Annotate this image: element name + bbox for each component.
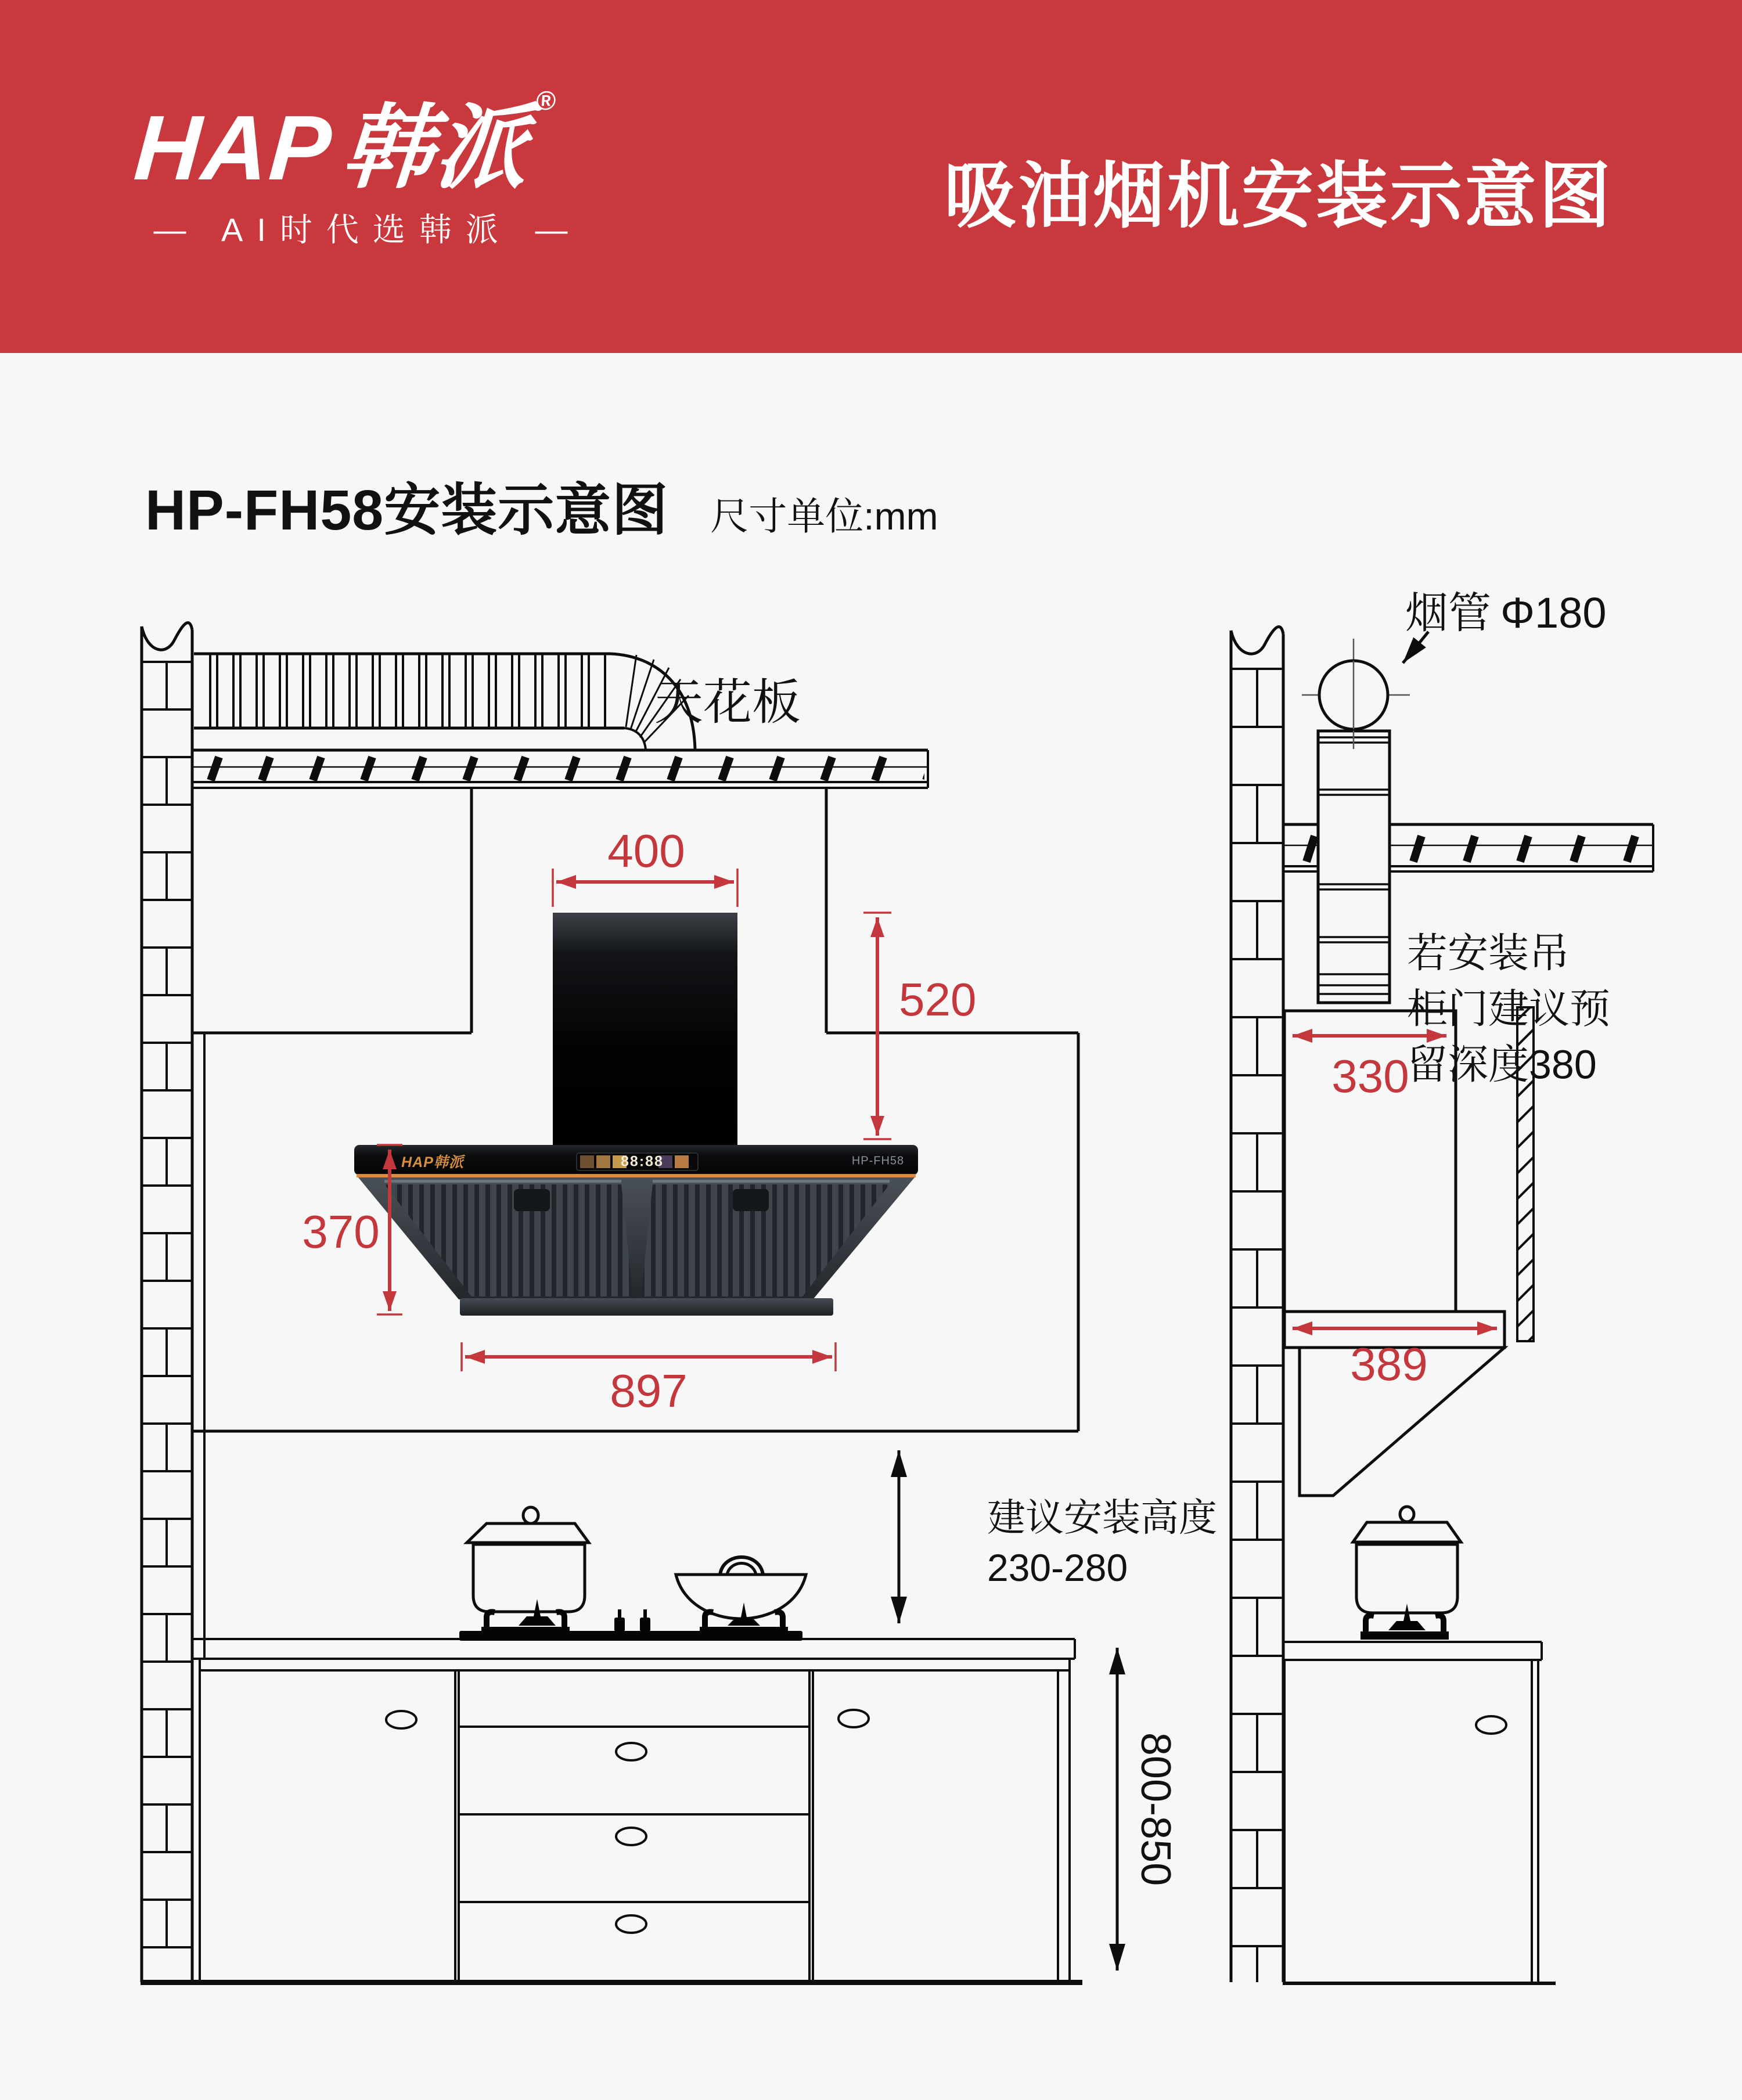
cabinet-note-line1: 若安装吊 — [1407, 930, 1570, 976]
side-duct — [1318, 731, 1390, 1003]
range-hood — [354, 913, 918, 1316]
dim-body-depth: 389 — [1350, 1338, 1428, 1390]
front-flex-duct — [194, 654, 695, 750]
model-title: HP-FH58安装示意图 — [145, 478, 669, 542]
hood-display-time: 88:88 — [621, 1153, 664, 1170]
page-title: 吸油烟机安装示意图 — [944, 156, 1613, 236]
brand-logo-latin: HAP — [131, 97, 336, 199]
side-pot — [1353, 1507, 1461, 1640]
dim-counter-height: 800-850 — [1132, 1732, 1179, 1886]
brand-logo-chinese: 韩派 — [339, 97, 532, 199]
front-brick-wall — [142, 623, 192, 1982]
front-cabinet — [141, 1639, 1082, 1985]
front-ceiling-band — [192, 750, 928, 788]
cabinet-note-line2: 柜门建议预 — [1407, 986, 1610, 1032]
hood-logo-text: HAP韩派 — [401, 1154, 464, 1170]
dim-hood-width: 897 — [610, 1365, 688, 1417]
unit-note: 尺寸单位:mm — [710, 495, 938, 538]
dim-hood-height: 370 — [302, 1206, 380, 1258]
side-brick-wall — [1231, 627, 1283, 1982]
install-height-label: 建议安装高度 — [987, 1496, 1217, 1539]
dim-top-depth: 330 — [1331, 1050, 1409, 1102]
side-cabinet — [1283, 1642, 1556, 1983]
pipe-diameter: Φ180 — [1500, 589, 1607, 637]
dim-duct-width: 400 — [607, 825, 685, 877]
hood-model-text: HP-FH58 — [851, 1154, 905, 1168]
registered-mark: ® — [535, 85, 559, 116]
dim-chimney-height: 520 — [899, 974, 977, 1025]
install-height-value: 230-280 — [987, 1546, 1128, 1589]
front-cooktop — [459, 1507, 806, 1641]
brand-header — [0, 0, 1742, 353]
section-heading — [145, 464, 938, 546]
brand-tagline: — AI时代选韩派 — — [153, 211, 582, 248]
pipe-label: 烟管 Φ180 — [1405, 589, 1607, 637]
ceiling-label: 天花板 — [654, 675, 801, 730]
brand-logo — [131, 74, 559, 206]
cabinet-note-line3: 留深度380 — [1407, 1042, 1597, 1087]
